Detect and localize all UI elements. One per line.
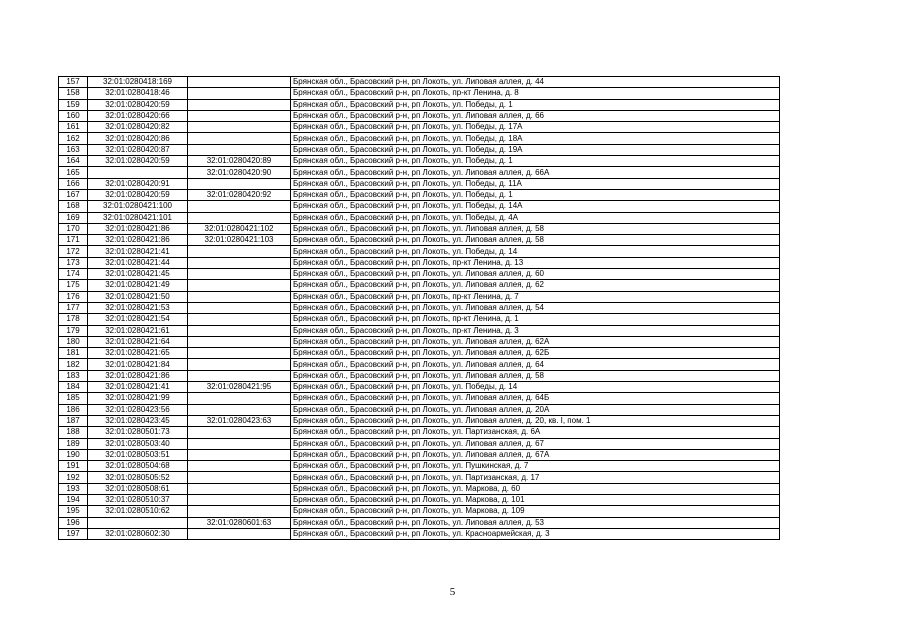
address-cell: Брянская обл., Брасовский р-н, рп Локоть, ул. Липовая аллея, д. 66	[291, 110, 780, 121]
table-row	[59, 461, 780, 472]
table-row	[59, 88, 780, 99]
address-cell: Брянская обл., Брасовский р-н, рп Локоть, пр-кт Ленина, д. 3	[291, 325, 780, 336]
table-row	[59, 212, 780, 223]
related-cadastral-number-cell	[188, 178, 291, 189]
row-number-cell: 195	[59, 506, 88, 517]
address-cell: Брянская обл., Брасовский р-н, рп Локоть, ул. Липовая аллея, д. 62Б	[291, 348, 780, 359]
row-number-cell: 185	[59, 393, 88, 404]
row-number-cell: 186	[59, 404, 88, 415]
related-cadastral-number-cell	[188, 212, 291, 223]
table-row	[59, 506, 780, 517]
address-cell: Брянская обл., Брасовский р-н, рп Локоть, ул. Липовая аллея, д. 64Б	[291, 393, 780, 404]
cadastral-number-cell: 32:01:0280421:64	[88, 336, 188, 347]
address-cell: Брянская обл., Брасовский р-н, рп Локоть, ул. Победы, д. 14А	[291, 201, 780, 212]
cadastral-number-cell: 32:01:0280421:45	[88, 269, 188, 280]
address-cell: Брянская обл., Брасовский р-н, рп Локоть, ул. Липовая аллея, д. 67А	[291, 449, 780, 460]
address-cell: Брянская обл., Брасовский р-н, рп Локоть, ул. Маркова, д. 109	[291, 506, 780, 517]
row-number-cell: 176	[59, 291, 88, 302]
related-cadastral-number-cell: 32:01:0280421:102	[188, 223, 291, 234]
table-row	[59, 415, 780, 426]
related-cadastral-number-cell	[188, 494, 291, 505]
related-cadastral-number-cell: 32:01:0280420:89	[188, 156, 291, 167]
related-cadastral-number-cell	[188, 483, 291, 494]
related-cadastral-number-cell	[188, 506, 291, 517]
related-cadastral-number-cell: 32:01:0280601:63	[188, 517, 291, 528]
table-row	[59, 359, 780, 370]
table-row	[59, 156, 780, 167]
related-cadastral-number-cell	[188, 325, 291, 336]
table-row	[59, 122, 780, 133]
address-cell: Брянская обл., Брасовский р-н, рп Локоть, ул. Липовая аллея, д. 62А	[291, 336, 780, 347]
related-cadastral-number-cell	[188, 336, 291, 347]
address-cell: Брянская обл., Брасовский р-н, рп Локоть, ул. Победы, д. 4А	[291, 212, 780, 223]
address-cell: Брянская обл., Брасовский р-н, рп Локоть, ул. Победы, д. 1	[291, 156, 780, 167]
cadastral-number-cell: 32:01:0280421:86	[88, 223, 188, 234]
cadastral-number-cell: 32:01:0280503:51	[88, 449, 188, 460]
cadastral-number-cell: 32:01:0280420:91	[88, 178, 188, 189]
cadastral-number-cell: 32:01:0280508:61	[88, 483, 188, 494]
row-number-cell: 162	[59, 133, 88, 144]
related-cadastral-number-cell	[188, 110, 291, 121]
related-cadastral-number-cell	[188, 269, 291, 280]
row-number-cell: 166	[59, 178, 88, 189]
cadastral-number-cell: 32:01:0280423:56	[88, 404, 188, 415]
cadastral-number-cell: 32:01:0280510:62	[88, 506, 188, 517]
cadastral-number-cell: 32:01:0280421:86	[88, 370, 188, 381]
table-row	[59, 257, 780, 268]
cadastral-number-cell	[88, 517, 188, 528]
row-number-cell: 191	[59, 461, 88, 472]
row-number-cell: 173	[59, 257, 88, 268]
cadastral-number-cell: 32:01:0280421:41	[88, 246, 188, 257]
table-row	[59, 110, 780, 121]
related-cadastral-number-cell	[188, 144, 291, 155]
table-row	[59, 302, 780, 313]
related-cadastral-number-cell	[188, 246, 291, 257]
table-row	[59, 269, 780, 280]
related-cadastral-number-cell	[188, 472, 291, 483]
cadastral-number-cell: 32:01:0280421:61	[88, 325, 188, 336]
table-row	[59, 178, 780, 189]
row-number-cell: 192	[59, 472, 88, 483]
row-number-cell: 175	[59, 280, 88, 291]
address-cell: Брянская обл., Брасовский р-н, рп Локоть, ул. Победы, д. 1	[291, 99, 780, 110]
row-number-cell: 172	[59, 246, 88, 257]
address-cell: Брянская обл., Брасовский р-н, рп Локоть, ул. Липовая аллея, д. 60	[291, 269, 780, 280]
address-cell: Брянская обл., Брасовский р-н, рп Локоть, ул. Маркова, д. 101	[291, 494, 780, 505]
cadastral-number-cell	[88, 167, 188, 178]
related-cadastral-number-cell	[188, 291, 291, 302]
table-row	[59, 99, 780, 110]
row-number-cell: 168	[59, 201, 88, 212]
address-cell: Брянская обл., Брасовский р-н, рп Локоть, ул. Победы, д. 1	[291, 189, 780, 200]
cadastral-number-cell: 32:01:0280421:54	[88, 314, 188, 325]
row-number-cell: 178	[59, 314, 88, 325]
cadastral-number-cell: 32:01:0280421:99	[88, 393, 188, 404]
related-cadastral-number-cell	[188, 393, 291, 404]
row-number-cell: 183	[59, 370, 88, 381]
cadastral-number-cell: 32:01:0280503:40	[88, 438, 188, 449]
row-number-cell: 160	[59, 110, 88, 121]
address-cell: Брянская обл., Брасовский р-н, рп Локоть, ул. Победы, д. 14	[291, 382, 780, 393]
cadastral-number-cell: 32:01:0280602:30	[88, 528, 188, 539]
row-number-cell: 170	[59, 223, 88, 234]
row-number-cell: 188	[59, 427, 88, 438]
row-number-cell: 194	[59, 494, 88, 505]
related-cadastral-number-cell	[188, 302, 291, 313]
related-cadastral-number-cell	[188, 404, 291, 415]
cadastral-number-cell: 32:01:0280420:66	[88, 110, 188, 121]
address-cell: Брянская обл., Брасовский р-н, рп Локоть, ул. Липовая аллея, д. 54	[291, 302, 780, 313]
row-number-cell: 180	[59, 336, 88, 347]
table-row	[59, 77, 780, 88]
table-row	[59, 189, 780, 200]
table-row	[59, 528, 780, 539]
related-cadastral-number-cell: 32:01:0280421:95	[188, 382, 291, 393]
table-row	[59, 517, 780, 528]
row-number-cell: 165	[59, 167, 88, 178]
row-number-cell: 193	[59, 483, 88, 494]
table-row	[59, 314, 780, 325]
address-cell: Брянская обл., Брасовский р-н, рп Локоть, ул. Липовая аллея, д. 67	[291, 438, 780, 449]
address-cell: Брянская обл., Брасовский р-н, рп Локоть, ул. Победы, д. 19А	[291, 144, 780, 155]
table-row	[59, 472, 780, 483]
table-row	[59, 449, 780, 460]
row-number-cell: 158	[59, 88, 88, 99]
related-cadastral-number-cell	[188, 201, 291, 212]
address-cell: Брянская обл., Брасовский р-н, рп Локоть, ул. Маркова, д. 60	[291, 483, 780, 494]
address-cell: Брянская обл., Брасовский р-н, рп Локоть, ул. Победы, д. 18А	[291, 133, 780, 144]
table-row	[59, 280, 780, 291]
related-cadastral-number-cell: 32:01:0280420:90	[188, 167, 291, 178]
cadastral-number-cell: 32:01:0280421:44	[88, 257, 188, 268]
table-row	[59, 235, 780, 246]
address-cell: Брянская обл., Брасовский р-н, рп Локоть, ул. Красноармейская, д. 3	[291, 528, 780, 539]
cadastral-number-cell: 32:01:0280421:100	[88, 201, 188, 212]
address-cell: Брянская обл., Брасовский р-н, рп Локоть, пр-кт Ленина, д. 8	[291, 88, 780, 99]
cadastral-number-cell: 32:01:0280510:37	[88, 494, 188, 505]
related-cadastral-number-cell	[188, 461, 291, 472]
table-row	[59, 201, 780, 212]
row-number-cell: 197	[59, 528, 88, 539]
row-number-cell: 174	[59, 269, 88, 280]
cadastral-number-cell: 32:01:0280504:68	[88, 461, 188, 472]
row-number-cell: 184	[59, 382, 88, 393]
row-number-cell: 177	[59, 302, 88, 313]
table-row	[59, 494, 780, 505]
cadastral-number-cell: 32:01:0280421:50	[88, 291, 188, 302]
cadastral-number-cell: 32:01:0280423:45	[88, 415, 188, 426]
related-cadastral-number-cell: 32:01:0280423:63	[188, 415, 291, 426]
row-number-cell: 161	[59, 122, 88, 133]
related-cadastral-number-cell	[188, 99, 291, 110]
table-row	[59, 246, 780, 257]
cadastral-number-cell: 32:01:0280420:87	[88, 144, 188, 155]
cadastral-number-cell: 32:01:0280420:86	[88, 133, 188, 144]
cadastral-number-cell: 32:01:0280421:86	[88, 235, 188, 246]
address-cell: Брянская обл., Брасовский р-н, рп Локоть, пр-кт Ленина, д. 13	[291, 257, 780, 268]
row-number-cell: 169	[59, 212, 88, 223]
cadastral-number-cell: 32:01:0280418:46	[88, 88, 188, 99]
address-cell: Брянская обл., Брасовский р-н, рп Локоть, ул. Пушкинская, д. 7	[291, 461, 780, 472]
row-number-cell: 190	[59, 449, 88, 460]
related-cadastral-number-cell	[188, 257, 291, 268]
related-cadastral-number-cell	[188, 88, 291, 99]
related-cadastral-number-cell	[188, 359, 291, 370]
table-row	[59, 483, 780, 494]
table-row	[59, 144, 780, 155]
address-cell: Брянская обл., Брасовский р-н, рп Локоть, ул. Липовая аллея, д. 62	[291, 280, 780, 291]
cadastral-number-cell: 32:01:0280420:82	[88, 122, 188, 133]
address-cell: Брянская обл., Брасовский р-н, рп Локоть, пр-кт Ленина, д. 1	[291, 314, 780, 325]
related-cadastral-number-cell	[188, 122, 291, 133]
table-row	[59, 404, 780, 415]
address-cell: Брянская обл., Брасовский р-н, рп Локоть, ул. Липовая аллея, д. 44	[291, 77, 780, 88]
registry-table-body	[59, 77, 780, 540]
related-cadastral-number-cell	[188, 427, 291, 438]
row-number-cell: 179	[59, 325, 88, 336]
address-cell: Брянская обл., Брасовский р-н, рп Локоть, ул. Липовая аллея, д. 66А	[291, 167, 780, 178]
cadastral-number-cell: 32:01:0280421:49	[88, 280, 188, 291]
address-cell: Брянская обл., Брасовский р-н, рп Локоть, ул. Победы, д. 17А	[291, 122, 780, 133]
cadastral-number-cell: 32:01:0280421:101	[88, 212, 188, 223]
related-cadastral-number-cell	[188, 438, 291, 449]
row-number-cell: 187	[59, 415, 88, 426]
cadastral-number-cell: 32:01:0280421:84	[88, 359, 188, 370]
table-row	[59, 291, 780, 302]
row-number-cell: 167	[59, 189, 88, 200]
related-cadastral-number-cell	[188, 133, 291, 144]
address-cell: Брянская обл., Брасовский р-н, рп Локоть, ул. Партизанская, д. 6А	[291, 427, 780, 438]
page-number: 5	[449, 586, 456, 598]
row-number-cell: 182	[59, 359, 88, 370]
table-row	[59, 223, 780, 234]
row-number-cell: 196	[59, 517, 88, 528]
table-row	[59, 438, 780, 449]
address-cell: Брянская обл., Брасовский р-н, рп Локоть, ул. Партизанская, д. 17	[291, 472, 780, 483]
row-number-cell: 163	[59, 144, 88, 155]
related-cadastral-number-cell	[188, 280, 291, 291]
address-cell: Брянская обл., Брасовский р-н, рп Локоть, ул. Липовая аллея, д. 58	[291, 235, 780, 246]
related-cadastral-number-cell	[188, 370, 291, 381]
related-cadastral-number-cell	[188, 528, 291, 539]
table-row	[59, 393, 780, 404]
cadastral-number-cell: 32:01:0280505:52	[88, 472, 188, 483]
related-cadastral-number-cell: 32:01:0280421:103	[188, 235, 291, 246]
cadastral-number-cell: 32:01:0280420:59	[88, 156, 188, 167]
row-number-cell: 159	[59, 99, 88, 110]
table-row	[59, 167, 780, 178]
related-cadastral-number-cell	[188, 449, 291, 460]
address-cell: Брянская обл., Брасовский р-н, рп Локоть, ул. Победы, д. 11А	[291, 178, 780, 189]
cadastral-number-cell: 32:01:0280501:73	[88, 427, 188, 438]
cadastral-number-cell: 32:01:0280418:169	[88, 77, 188, 88]
related-cadastral-number-cell	[188, 77, 291, 88]
table-row	[59, 133, 780, 144]
cadastral-number-cell: 32:01:0280421:41	[88, 382, 188, 393]
table-row	[59, 325, 780, 336]
related-cadastral-number-cell	[188, 314, 291, 325]
row-number-cell: 157	[59, 77, 88, 88]
row-number-cell: 181	[59, 348, 88, 359]
cadastral-number-cell: 32:01:0280420:59	[88, 189, 188, 200]
address-cell: Брянская обл., Брасовский р-н, рп Локоть, ул. Липовая аллея, д. 64	[291, 359, 780, 370]
property-registry-table	[58, 76, 780, 540]
address-cell: Брянская обл., Брасовский р-н, рп Локоть, ул. Липовая аллея, д. 58	[291, 223, 780, 234]
row-number-cell: 164	[59, 156, 88, 167]
table-row	[59, 427, 780, 438]
table-row	[59, 348, 780, 359]
cadastral-number-cell: 32:01:0280420:59	[88, 99, 188, 110]
cadastral-number-cell: 32:01:0280421:65	[88, 348, 188, 359]
table-row	[59, 382, 780, 393]
row-number-cell: 171	[59, 235, 88, 246]
table-row	[59, 336, 780, 347]
address-cell: Брянская обл., Брасовский р-н, рп Локоть, ул. Победы, д. 14	[291, 246, 780, 257]
address-cell: Брянская обл., Брасовский р-н, рп Локоть, ул. Липовая аллея, д. 20А	[291, 404, 780, 415]
address-cell: Брянская обл., Брасовский р-н, рп Локоть, пр-кт Ленина, д. 7	[291, 291, 780, 302]
row-number-cell: 189	[59, 438, 88, 449]
address-cell: Брянская обл., Брасовский р-н, рп Локоть, ул. Липовая аллея, д. 20, кв. I, пом. 1	[291, 415, 780, 426]
cadastral-number-cell: 32:01:0280421:53	[88, 302, 188, 313]
address-cell: Брянская обл., Брасовский р-н, рп Локоть, ул. Липовая аллея, д. 58	[291, 370, 780, 381]
related-cadastral-number-cell: 32:01:0280420:92	[188, 189, 291, 200]
address-cell: Брянская обл., Брасовский р-н, рп Локоть, ул. Липовая аллея, д. 53	[291, 517, 780, 528]
table-row	[59, 370, 780, 381]
related-cadastral-number-cell	[188, 348, 291, 359]
